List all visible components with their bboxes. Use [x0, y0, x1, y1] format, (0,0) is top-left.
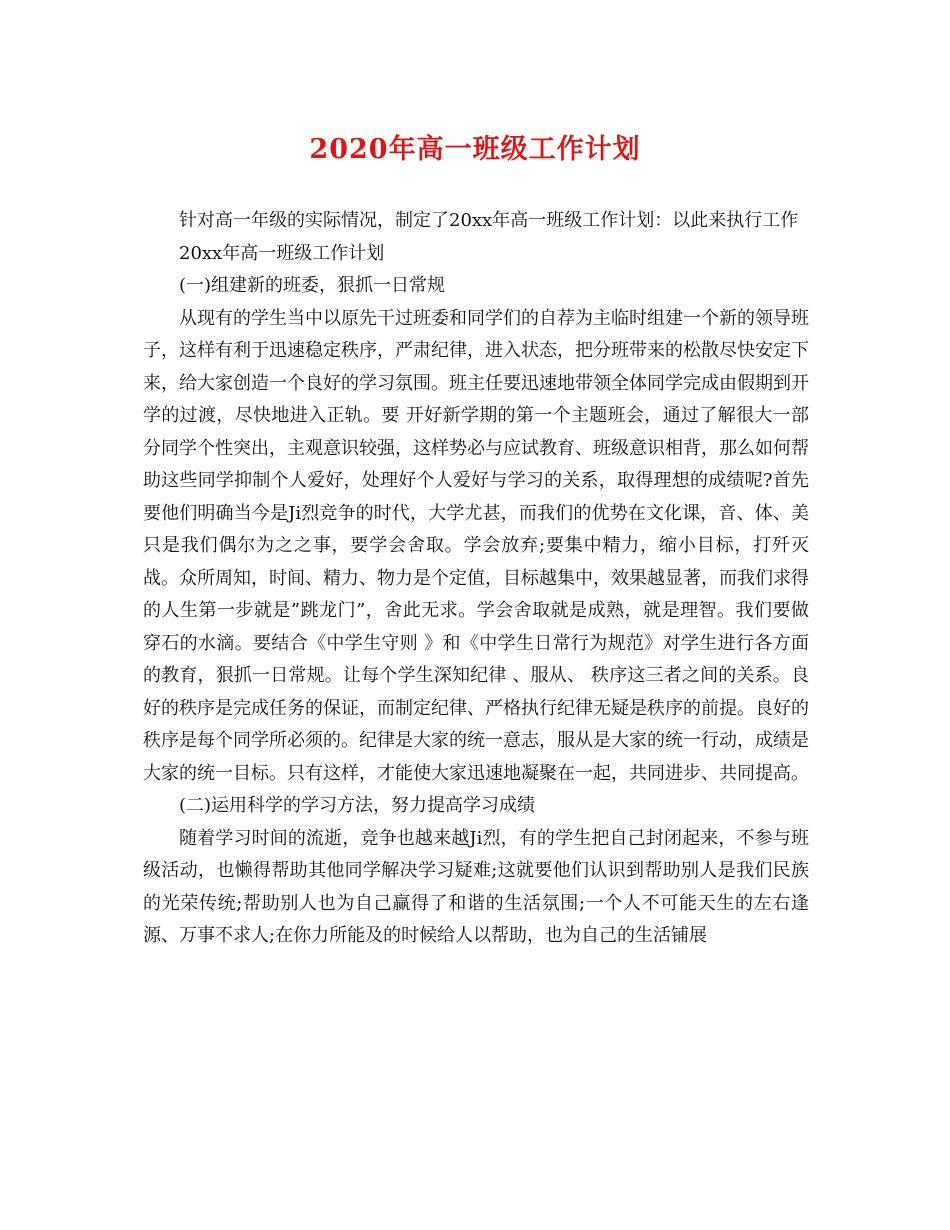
section-2-paragraph: 随着学习时间的流逝，竞争也越来越Ji烈，有的学生把自己封闭起来，不参与班级活动，也懒得帮助其他同学解决学习疑难;这就要他们认识到帮助别人是我们民族的光荣传统;帮助别人也为自己赢得了和谐的生活氛围;一个人不可能天生的左右逢源、万事不求人;在你力所能及的时候给人以帮助，也为自己的生活铺展: [143, 827, 809, 946]
plan-heading: 20xx年高一班级工作计划: [179, 242, 385, 264]
document-body: [143, 205, 809, 953]
intro-paragraph: 针对高一年级的实际情况，制定了20xx年高一班级工作计划：以此来执行工作: [179, 210, 799, 231]
section-heading-2: (二)运用科学的学习方法，努力提高学习成绩: [179, 795, 536, 816]
document-title: 2020年高一班级工作计划: [309, 134, 641, 165]
section-heading-1: (一)组建新的班委，狠抓一日常规: [179, 275, 446, 296]
section-1-paragraph: 从现有的学生当中以原先干过班委和同学们的自荐为主临时组建一个新的领导班子，这样有利于迅速稳定秩序，严肃纪律，进入状态，把分班带来的松散尽快安定下来，给大家创造一个良好的学习氛围。班主任要迅速地带领全体同学完成由假期到开学的过渡，尽快地进入正轨。要 开好新学期的第一个主题班会，通过了解很大一部分同学个性突出，主观意识较强，这样势必与应试教育、班级意识相背，那么如何帮助这些同学抑制个人爱好，处理好个人爱好与学习的关系，取得理想的成绩呢?首先要他们明确当今是Ji烈竞争的时代，大学尤甚，而我们的优势在文化课，音、体、美只是我们偶尔为之之事，要学会舍取。学会放弃;要集中精力，缩小目标，打歼灭战。众所周知，时间、精力、物力是个定值，目标越集中，效果越显著，而我们求得的人生第一步就是”跳龙门”，舍此无求。学会舍取就是成熟，就是理智。我们要做穿石的水滴。要结合《中学生守则 》和《中学生日常行为规范》对学生进行各方面的教育，狠抓一日常规。让每个学生深知纪律 、服从、 秩序这三者之间的关系。良好的秩序是完成任务的保证，而制定纪律、严格执行纪律无疑是秩序的前提。良好的秩序是每个同学所必须的。纪律是大家的统一意志，服从是大家的统一行动，成绩是大家的统一目标。只有这样，才能使大家迅速地凝聚在一起，共同进步、共同提高。: [143, 307, 809, 784]
